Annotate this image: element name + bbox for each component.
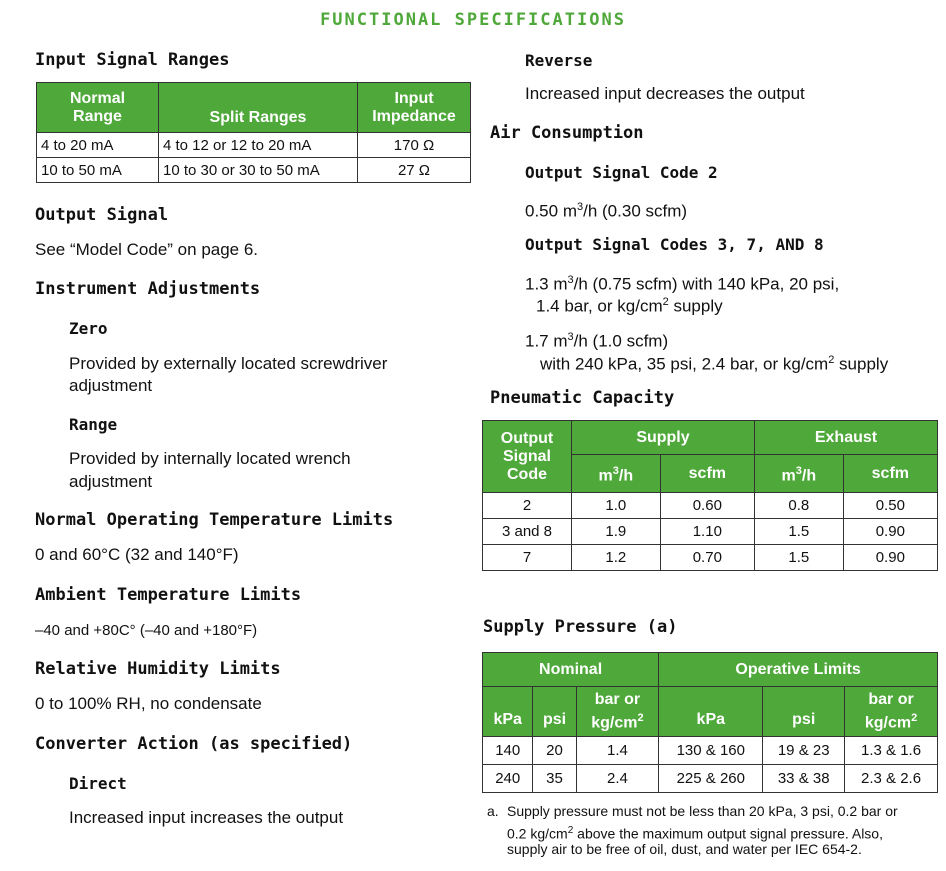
humidity-text: 0 to 100% RH, no condensate bbox=[35, 694, 262, 713]
table-cell: 20 bbox=[533, 737, 576, 765]
col-group-operative: Operative Limits bbox=[659, 653, 938, 687]
table-cell: 1.0 bbox=[572, 493, 661, 519]
table-cell: 2.3 & 2.6 bbox=[845, 765, 938, 793]
superscript: 3 bbox=[612, 464, 619, 477]
normal-temp-text: 0 and 60°C (32 and 140°F) bbox=[35, 545, 239, 564]
text: 0.2 kg/cm bbox=[507, 825, 568, 842]
text: m bbox=[781, 467, 796, 485]
header-line: Normal bbox=[69, 89, 126, 107]
output-signal-heading: Output Signal bbox=[35, 205, 169, 225]
header-line: bar or bbox=[868, 690, 914, 708]
table-cell: 27 Ω bbox=[358, 158, 471, 183]
superscript: 2 bbox=[637, 711, 644, 724]
header-line: Impedance bbox=[372, 107, 456, 125]
table-cell: 0.90 bbox=[843, 545, 937, 571]
col-nominal-kpa: kPa bbox=[483, 687, 533, 737]
table-cell: 240 bbox=[483, 765, 533, 793]
text: above the maximum output signal pressure. Also, bbox=[573, 825, 883, 842]
text: supply bbox=[834, 354, 889, 374]
direct-text: Increased input increases the output bbox=[69, 808, 344, 827]
table-cell: 35 bbox=[533, 765, 576, 793]
table-row bbox=[483, 519, 938, 545]
range-text-line2: adjustment bbox=[69, 472, 153, 491]
col-operative-kpa: kPa bbox=[659, 687, 763, 737]
table-cell: 130 & 160 bbox=[659, 737, 763, 765]
value: 0.50 bbox=[525, 201, 559, 221]
input-signal-table bbox=[36, 82, 471, 183]
header-line: Split Ranges bbox=[209, 108, 307, 126]
text: 1.4 bar, or kg/cm bbox=[536, 296, 663, 316]
text: /h bbox=[801, 467, 817, 485]
output-signal-text: See “Model Code” on page 6. bbox=[35, 240, 259, 259]
table-cell: 7 bbox=[483, 545, 572, 571]
table-cell: 0.8 bbox=[754, 493, 843, 519]
table-row bbox=[483, 737, 938, 765]
zero-text-line1: Provided by externally located screwdriver bbox=[69, 354, 388, 373]
footnote-line3: supply air to be free of oil, dust, and water per IEC 654-2. bbox=[507, 841, 862, 857]
table-cell: 10 to 50 mA bbox=[37, 158, 159, 183]
supply-pressure-table bbox=[482, 652, 938, 793]
col-nominal-bar bbox=[576, 687, 659, 737]
pneumatic-capacity-table bbox=[482, 420, 938, 571]
humidity-heading: Relative Humidity Limits bbox=[35, 659, 281, 679]
superscript: 3 bbox=[795, 464, 802, 477]
reverse-heading: Reverse bbox=[525, 51, 593, 70]
col-operative-psi: psi bbox=[763, 687, 845, 737]
table-cell: 0.90 bbox=[843, 519, 937, 545]
text: /h (0.30 scfm) bbox=[583, 201, 688, 221]
converter-action-heading: Converter Action (as specified) bbox=[35, 734, 353, 754]
col-normal-range bbox=[37, 83, 159, 133]
header-line: bar or bbox=[594, 690, 641, 708]
unit: m bbox=[562, 201, 577, 221]
reverse-text: Increased input decreases the output bbox=[525, 84, 805, 103]
table-cell: 19 & 23 bbox=[763, 737, 845, 765]
page-title: FUNCTIONAL SPECIFICATIONS bbox=[320, 10, 626, 30]
col-split-ranges bbox=[159, 83, 358, 133]
range-text-line1: Provided by internally located wrench bbox=[69, 449, 351, 468]
table-cell: 170 Ω bbox=[358, 133, 471, 158]
superscript: 2 bbox=[828, 354, 835, 366]
codes378-heading: Output Signal Codes 3, 7, AND 8 bbox=[525, 235, 824, 254]
col-output-signal-code bbox=[483, 421, 572, 493]
superscript: 2 bbox=[567, 825, 574, 836]
table-row bbox=[483, 765, 938, 793]
ambient-temp-heading: Ambient Temperature Limits bbox=[35, 585, 302, 605]
text: m bbox=[598, 467, 613, 485]
table-row bbox=[483, 493, 938, 519]
table-cell: 1.5 bbox=[754, 545, 843, 571]
text: kg/cm bbox=[864, 714, 912, 732]
table-cell: 3 and 8 bbox=[483, 519, 572, 545]
ambient-temp-text: –40 and +80C° (–40 and +180°F) bbox=[35, 622, 258, 639]
col-group-supply: Supply bbox=[572, 421, 755, 455]
table-cell: 1.4 bbox=[576, 737, 659, 765]
text: 1.7 m bbox=[525, 331, 568, 351]
table-row bbox=[483, 545, 938, 571]
codes378-line4 bbox=[540, 349, 888, 376]
header-line bbox=[581, 709, 655, 732]
text: /h bbox=[618, 467, 634, 485]
zero-text-line2: adjustment bbox=[69, 376, 153, 395]
text: /h (1.0 scfm) bbox=[573, 331, 669, 351]
table-cell: 2.4 bbox=[576, 765, 659, 793]
superscript: 3 bbox=[577, 201, 584, 213]
input-signal-heading: Input Signal Ranges bbox=[35, 50, 230, 70]
col-group-exhaust: Exhaust bbox=[754, 421, 937, 455]
table-cell: 1.10 bbox=[660, 519, 754, 545]
footnote-marker: a. bbox=[487, 803, 499, 819]
header-line: Input bbox=[394, 89, 434, 107]
table-row bbox=[37, 133, 471, 158]
direct-heading: Direct bbox=[69, 774, 127, 793]
air-consumption-heading: Air Consumption bbox=[490, 123, 644, 143]
header-line bbox=[849, 709, 933, 732]
superscript: 3 bbox=[567, 331, 574, 343]
header-line: Code bbox=[507, 465, 547, 483]
code2-heading: Output Signal Code 2 bbox=[525, 163, 718, 182]
text: kg/cm bbox=[591, 714, 638, 732]
table-cell: 140 bbox=[483, 737, 533, 765]
superscript: 2 bbox=[911, 711, 918, 724]
col-supply-m3h bbox=[572, 455, 661, 493]
instrument-adjustments-heading: Instrument Adjustments bbox=[35, 279, 261, 299]
normal-temp-heading: Normal Operating Temperature Limits bbox=[35, 510, 394, 530]
header-line: Signal bbox=[502, 447, 551, 465]
text: 1.3 m bbox=[525, 274, 568, 294]
text: with 240 kPa, 35 psi, 2.4 bar, or kg/cm bbox=[540, 354, 829, 374]
col-operative-bar bbox=[845, 687, 938, 737]
header-line: Range bbox=[73, 107, 122, 125]
col-input-impedance bbox=[358, 83, 471, 133]
zero-heading: Zero bbox=[69, 319, 108, 338]
table-cell: 33 & 38 bbox=[763, 765, 845, 793]
codes378-line2 bbox=[536, 291, 723, 318]
col-exhaust-scfm: scfm bbox=[843, 455, 937, 493]
col-group-nominal: Nominal bbox=[483, 653, 659, 687]
table-cell: 0.70 bbox=[660, 545, 754, 571]
table-cell: 0.50 bbox=[843, 493, 937, 519]
superscript: 2 bbox=[662, 296, 669, 308]
pneumatic-capacity-heading: Pneumatic Capacity bbox=[490, 388, 675, 408]
table-cell: 225 & 260 bbox=[659, 765, 763, 793]
superscript: 3 bbox=[567, 274, 574, 286]
table-cell: 1.9 bbox=[572, 519, 661, 545]
col-nominal-psi: psi bbox=[533, 687, 576, 737]
table-cell: 4 to 12 or 12 to 20 mA bbox=[159, 133, 358, 158]
table-row bbox=[37, 158, 471, 183]
table-cell: 0.60 bbox=[660, 493, 754, 519]
table-cell: 1.3 & 1.6 bbox=[845, 737, 938, 765]
col-exhaust-m3h bbox=[754, 455, 843, 493]
table-cell: 1.2 bbox=[572, 545, 661, 571]
supply-pressure-heading: Supply Pressure (a) bbox=[483, 617, 678, 637]
header-line: Output bbox=[500, 429, 554, 447]
footnote-line1: Supply pressure must not be less than 20 kPa, 3 psi, 0.2 bar or bbox=[507, 803, 898, 819]
text: supply bbox=[668, 296, 723, 316]
text: /h (0.75 scfm) with 140 kPa, 20 psi, bbox=[573, 274, 840, 294]
table-cell: 2 bbox=[483, 493, 572, 519]
table-cell: 10 to 30 or 30 to 50 mA bbox=[159, 158, 358, 183]
col-supply-scfm: scfm bbox=[660, 455, 754, 493]
code2-text bbox=[525, 196, 687, 223]
table-cell: 4 to 20 mA bbox=[37, 133, 159, 158]
range-heading: Range bbox=[69, 415, 118, 434]
table-cell: 1.5 bbox=[754, 519, 843, 545]
